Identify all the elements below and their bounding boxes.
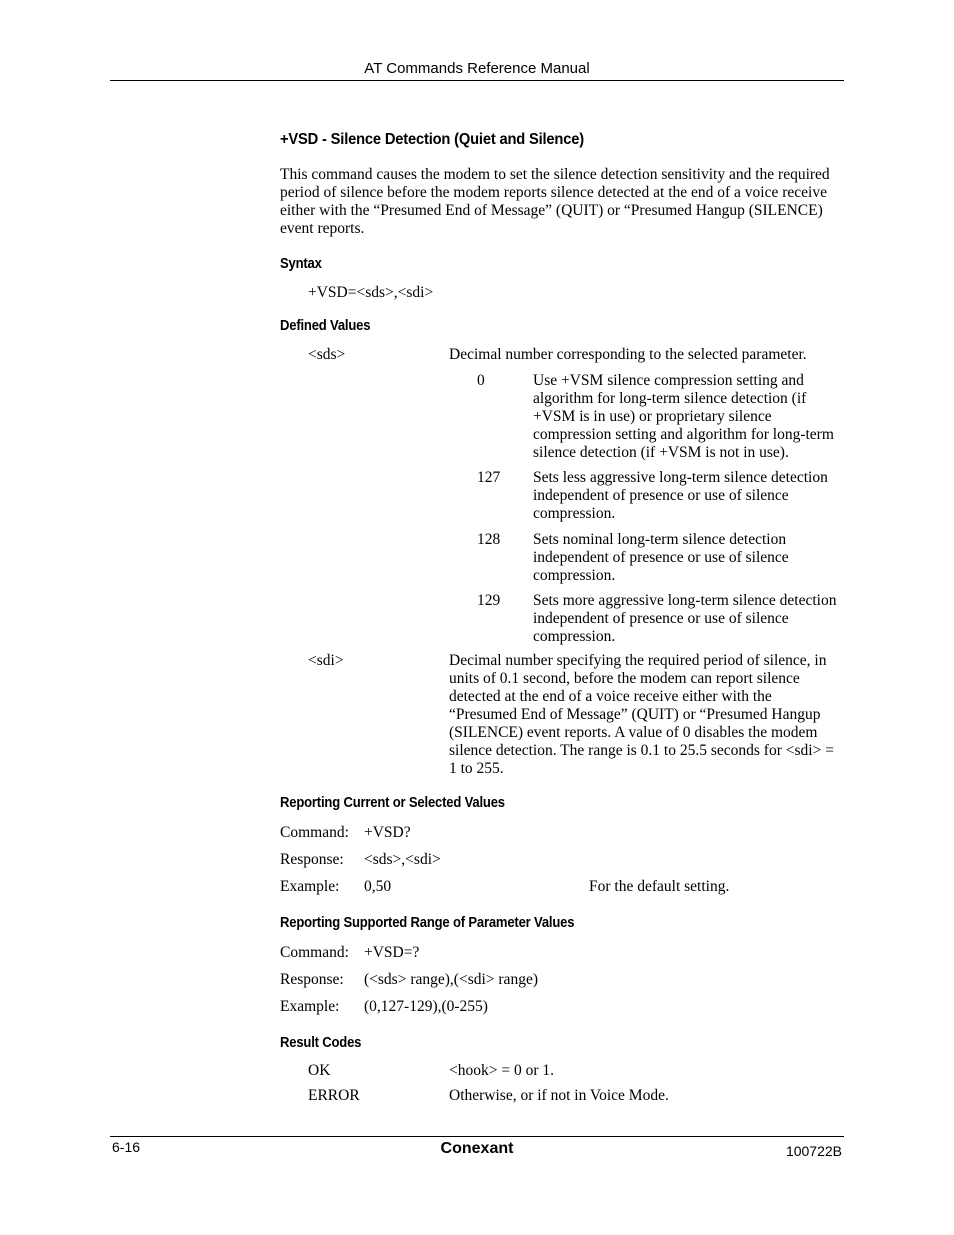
sds-option-value: 129 [477,592,501,609]
intro-line: event reports. [280,220,365,237]
page-number: 6-16 [112,1139,141,1155]
param-sds-desc: Decimal number corresponding to the selected parameter. [449,346,807,363]
syntax-heading: Syntax [280,256,322,272]
sdi-line: (SILENCE) event reports. A value of 0 disables the modem [449,724,818,741]
sds-option-value: 128 [477,531,501,548]
option-line: +VSM is in use) or proprietary silence [533,408,772,425]
result-code: OK [308,1062,331,1079]
supported-response: (<sds> range),(<sdi> range) [364,971,538,988]
intro-line: period of silence before the modem reports silence detected at the end of a voice receive [280,184,827,201]
option-line: algorithm for long-term silence detection (if [533,390,807,407]
syntax-text: +VSD=<sds>,<sdi> [308,284,434,301]
sds-option-value: 127 [477,469,501,486]
result-code: ERROR [308,1087,360,1104]
sdi-line: silence detection. The range is 0.1 to 25.5 seconds for <sdi> = [449,742,834,759]
supported-response-label: Response: [280,971,344,988]
option-line: compression setting and algorithm for long-term [533,426,834,443]
supported-range-heading: Reporting Supported Range of Parameter Values [280,915,575,931]
footer-rule [110,1136,844,1137]
sds-option-desc [533,592,836,646]
current-example: 0,50 [364,878,392,895]
current-example-note: For the default setting. [589,878,730,895]
company-name: Conexant [440,1140,514,1157]
intro-line: This command causes the modem to set the silence detection sensitivity and the required [280,166,830,183]
defined-values-heading: Defined Values [280,318,371,334]
sdi-line: Decimal number specifying the required period of silence, in [449,652,827,669]
result-codes-heading: Result Codes [280,1035,362,1051]
option-line: Use +VSM silence compression setting and [533,372,804,389]
sdi-line: 1 to 255. [449,760,504,777]
result-code-desc: <hook> = 0 or 1. [449,1062,555,1079]
option-line: silence detection (if +VSM is not in use). [533,444,789,461]
intro-paragraph [280,166,830,238]
supported-command: +VSD=? [364,944,420,961]
intro-line: either with the “Presumed End of Message” (QUIT) or “Presumed Hangup (SILENCE) [280,202,823,219]
sdi-line: “Presumed End of Message” (QUIT) or “Presumed Hangup [449,706,821,723]
param-sdi-desc [449,652,834,778]
option-line: Sets less aggressive long-term silence detection [533,469,828,486]
current-values-heading: Reporting Current or Selected Values [280,795,505,811]
current-response: <sds>,<sdi> [364,851,441,868]
sdi-line: detected at the end of a voice receive either with the [449,688,772,705]
current-response-label: Response: [280,851,344,868]
option-line: compression. [533,628,616,645]
param-sdi-label: <sdi> [308,652,344,669]
param-sds-label: <sds> [308,346,346,363]
sds-option-desc [533,372,834,462]
supported-example-label: Example: [280,998,340,1015]
option-line: compression. [533,567,616,584]
option-line: compression. [533,505,616,522]
section-title: +VSD - Silence Detection (Quiet and Silence) [280,131,584,148]
option-line: Sets more aggressive long-term silence detection [533,592,837,609]
supported-example: (0,127-129),(0-255) [364,998,488,1015]
current-example-label: Example: [280,878,340,895]
sds-option-desc [533,469,828,523]
document-number: 100722B [785,1143,842,1159]
running-header: AT Commands Reference Manual [364,60,590,77]
sds-option-value: 0 [477,372,485,389]
supported-command-label: Command: [280,944,349,961]
option-line: independent of presence or use of silence [533,487,789,504]
option-line: independent of presence or use of silence [533,549,789,566]
option-line: independent of presence or use of silence [533,610,789,627]
result-code-desc: Otherwise, or if not in Voice Mode. [449,1087,669,1104]
current-command-label: Command: [280,824,349,841]
sdi-line: units of 0.1 second, before the modem can report silence [449,670,800,687]
option-line: Sets nominal long-term silence detection [533,531,787,548]
sds-option-desc [533,531,789,585]
header-rule [110,80,844,81]
current-command: +VSD? [364,824,411,841]
